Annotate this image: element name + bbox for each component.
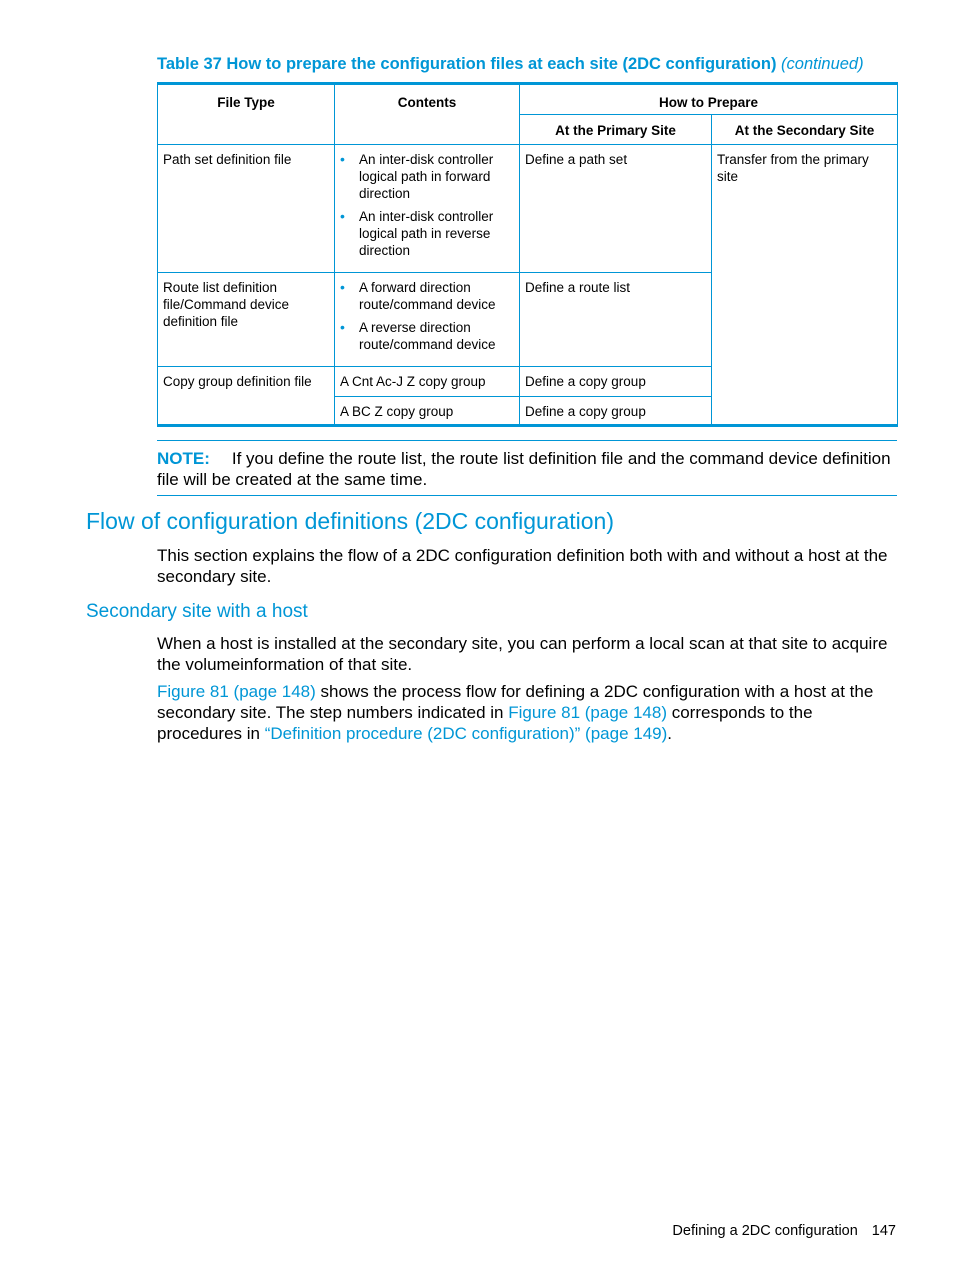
cell-file-type: Route list definition file/Command device definition file: [158, 273, 335, 367]
table-caption: [157, 55, 897, 74]
list-item-text: An inter-disk controller logical path in reverse direction: [359, 209, 494, 258]
paragraph-text: .: [667, 724, 673, 743]
bullet-icon: •: [340, 279, 345, 295]
cell-primary-site: Define a route list: [520, 273, 712, 367]
contents-list: [340, 151, 514, 259]
subsection-heading: Secondary site with a host: [86, 601, 308, 622]
list-item: [340, 208, 514, 259]
header-file-type: File Type: [158, 84, 335, 145]
bullet-icon: •: [340, 208, 345, 224]
figure-81-link[interactable]: Figure 81 (page 148): [508, 703, 667, 722]
cell-primary-site: Define a copy group: [520, 397, 712, 426]
footer-title: Defining a 2DC configuration: [672, 1223, 858, 1239]
cell-file-type: Path set definition file: [158, 145, 335, 273]
cell-contents: A BC Z copy group: [335, 397, 520, 426]
definition-procedure-link[interactable]: “Definition procedure (2DC configuration)” (page 149): [264, 724, 668, 743]
cell-primary-site: Define a copy group: [520, 367, 712, 397]
header-contents: Contents: [335, 84, 520, 145]
section-intro: This section explains the flow of a 2DC configuration definition both with and without a host at the secondary site.: [157, 546, 888, 586]
list-item: [340, 151, 514, 202]
list-item: [340, 319, 514, 353]
table-header-row: [158, 84, 898, 115]
paragraph-text: shows the process flow for defining a 2DC configuration with a host at the secondary site. The step numbers indicated in: [157, 682, 874, 722]
list-item-text: A reverse direction route/command device: [359, 320, 496, 352]
bullet-icon: •: [340, 151, 345, 167]
cell-secondary-site: Transfer from the primary site: [712, 145, 898, 426]
header-how-to-prepare: How to Prepare: [520, 84, 898, 115]
cell-contents: [335, 273, 520, 367]
figure-reference-paragraph: [157, 681, 899, 744]
note-box: [157, 440, 897, 496]
figure-81-link[interactable]: Figure 81 (page 148): [157, 682, 316, 701]
table-row: [158, 145, 898, 273]
header-secondary-site: At the Secondary Site: [712, 115, 898, 145]
subsection-paragraph: When a host is installed at the secondary site, you can perform a local scan at that site to acquire the volumeinformation of that site.: [157, 634, 888, 674]
cell-contents: [335, 145, 520, 273]
list-item-text: A forward direction route/command device: [359, 280, 496, 312]
config-files-table: [157, 82, 898, 427]
cell-primary-site: Define a path set: [520, 145, 712, 273]
table-caption-label: Table 37 How to prepare the configuration files at each site (2DC configuration): [157, 55, 777, 73]
list-item: [340, 279, 514, 313]
cell-contents: A Cnt Ac-J Z copy group: [335, 367, 520, 397]
table-caption-continued: (continued): [781, 55, 864, 73]
header-primary-site: At the Primary Site: [520, 115, 712, 145]
cell-file-type: Copy group definition file: [158, 367, 335, 426]
bullet-icon: •: [340, 319, 345, 335]
page-number: 147: [871, 1223, 896, 1239]
section-heading: Flow of configuration definitions (2DC configuration): [86, 508, 614, 534]
list-item-text: An inter-disk controller logical path in forward direction: [359, 152, 494, 201]
contents-list: [340, 279, 514, 353]
paragraph-text: corresponds to the procedures in: [157, 703, 813, 743]
page-footer: [672, 1223, 896, 1239]
note-label: NOTE:: [157, 449, 210, 468]
note-text: If you define the route list, the route list definition file and the command device definition file will be created at the same time.: [157, 449, 891, 489]
